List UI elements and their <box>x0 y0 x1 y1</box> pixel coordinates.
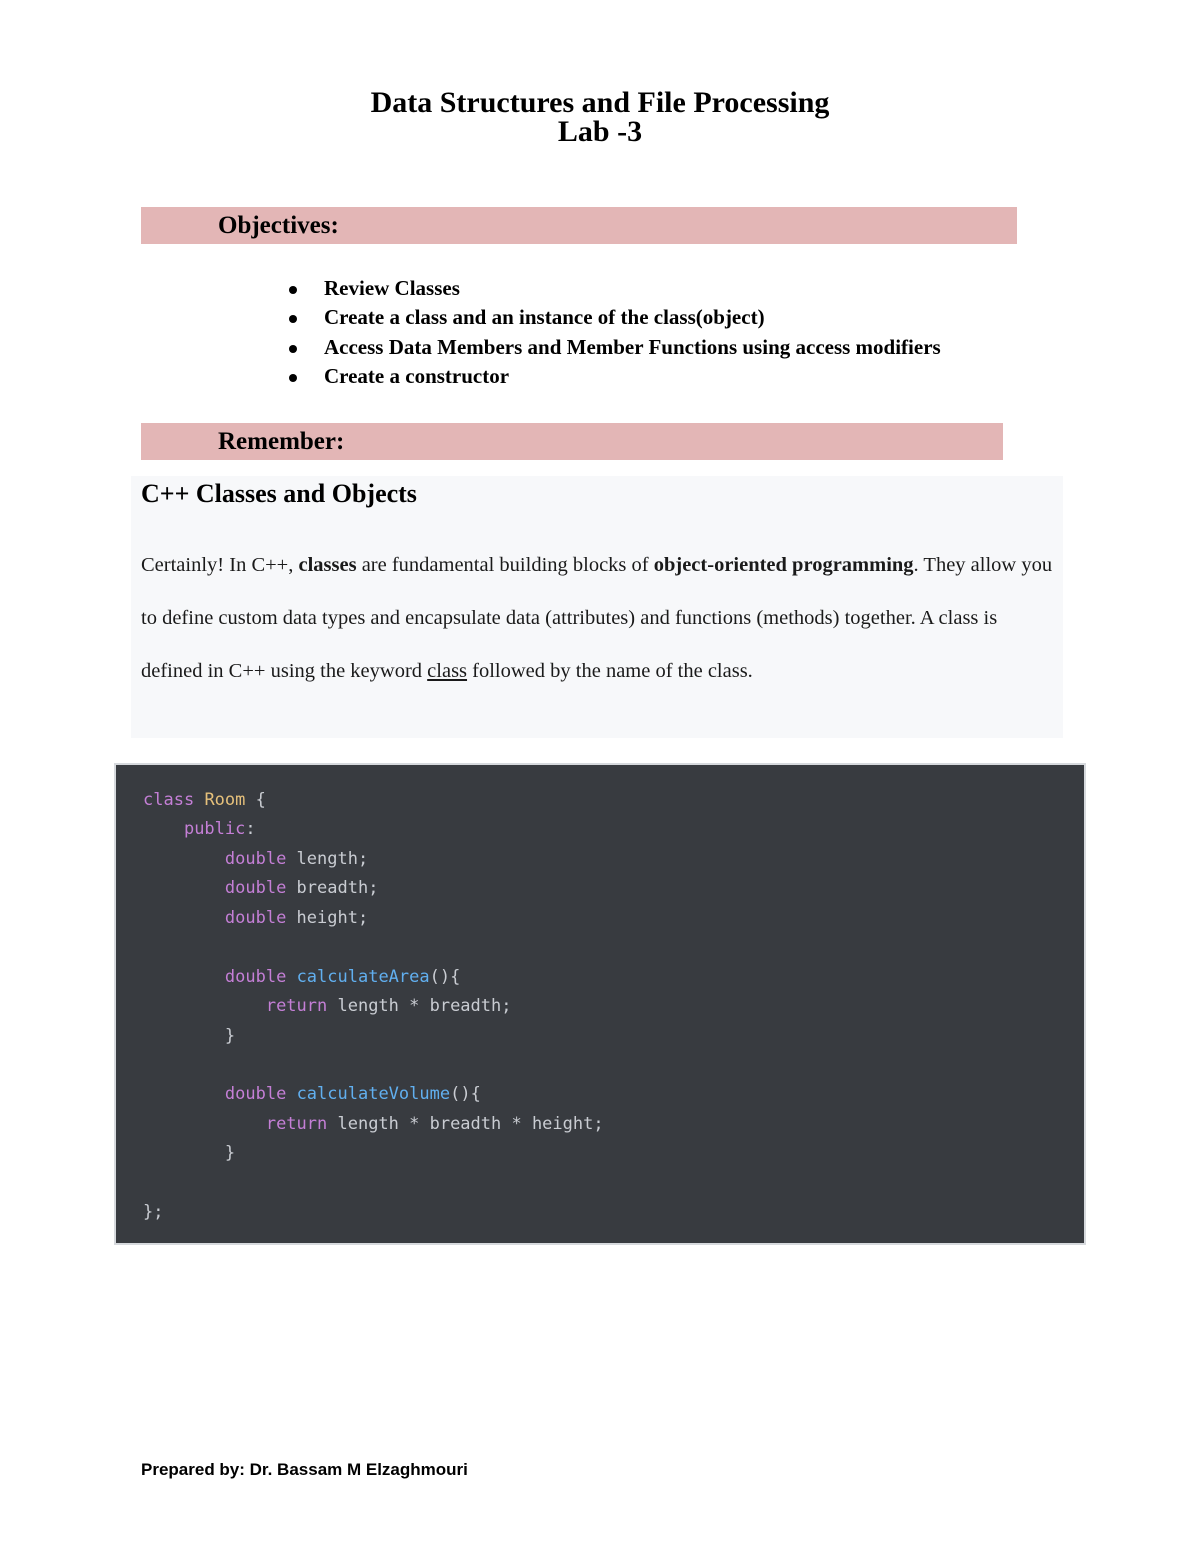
code-token-plain: (){ <box>429 966 461 987</box>
course-title: Data Structures and File Processing <box>370 86 830 119</box>
code-line <box>143 1080 1084 1109</box>
code-token-keyword: return <box>265 1113 328 1134</box>
code-token-plain: length; <box>286 848 369 869</box>
list-item <box>283 303 941 332</box>
code-token-keyword: class <box>143 790 195 810</box>
code-token-plain: }; <box>143 1202 164 1223</box>
bullet-icon <box>289 286 297 294</box>
code-token-plain: } <box>143 1143 236 1164</box>
objectives-list <box>283 274 941 391</box>
list-item <box>283 333 941 362</box>
objective-text: Review Classes <box>324 276 460 300</box>
code-line <box>143 815 1084 844</box>
section-title: C++ Classes and Objects <box>141 479 417 508</box>
class-keyword: class <box>427 660 468 682</box>
code-token-plain: } <box>143 1025 236 1046</box>
code-token-keyword: double <box>224 878 287 899</box>
remember-heading: Remember: <box>141 423 1003 460</box>
term-classes: classes <box>298 554 357 576</box>
code-token-plain <box>143 1084 225 1104</box>
code-token-keyword: return <box>265 996 328 1017</box>
code-token-plain: : <box>245 819 256 840</box>
code-token-plain <box>143 1114 266 1134</box>
code-token-plain: breadth; <box>286 878 379 899</box>
code-token-plain: length * breadth; <box>327 996 512 1017</box>
code-token-keyword: double <box>224 966 287 987</box>
para-text: are fundamental building blocks of <box>356 554 654 576</box>
objective-text: Create a constructor <box>324 363 510 388</box>
bullet-icon <box>289 315 297 323</box>
objectives-heading: Objectives: <box>141 207 1017 244</box>
code-line <box>143 904 1084 933</box>
bullet-icon <box>289 374 297 382</box>
list-item <box>283 274 941 303</box>
list-item <box>283 362 941 391</box>
code-line <box>143 874 1084 903</box>
code-token-plain <box>143 908 225 928</box>
code-token-plain: length * breadth * height; <box>327 1113 604 1134</box>
code-token-plain: (){ <box>450 1084 481 1105</box>
code-line <box>143 1110 1084 1139</box>
intro-paragraph <box>141 539 1061 698</box>
code-token-keyword: double <box>224 907 287 928</box>
code-token-plain <box>286 1084 296 1104</box>
code-token-plain: { <box>245 790 266 810</box>
para-text: Certainly! In C++, <box>141 554 299 576</box>
code-token-plain <box>143 849 225 869</box>
code-token-fn: calculateVolume <box>296 1084 451 1105</box>
footer-credit: Prepared by: Dr. Bassam M Elzaghmouri <box>141 1460 468 1479</box>
code-line <box>143 786 1084 815</box>
code-line <box>143 992 1084 1021</box>
code-line <box>143 1051 1084 1080</box>
page-title <box>0 88 1200 146</box>
code-line <box>143 1139 1084 1168</box>
code-token-plain <box>143 996 266 1016</box>
code-block <box>114 763 1086 1245</box>
code-line <box>143 845 1084 874</box>
code-line <box>143 963 1084 992</box>
bullet-icon <box>289 345 297 353</box>
code-token-plain: height; <box>286 907 369 928</box>
code-token-plain <box>143 819 184 839</box>
term-oop: object-oriented programming <box>653 554 914 576</box>
code-token-keyword: double <box>224 848 287 869</box>
para-text: . They allow you to define custom data types and encapsulate data (attributes) and functions (methods) together. A class is defined in C++ using the keyword <box>141 554 1053 682</box>
code-line <box>143 1198 1084 1227</box>
objective-text: Access Data Members and Member Functions using access modifiers <box>324 334 941 359</box>
objective-text: Create a class and an instance of the class(object) <box>324 305 765 330</box>
code-token-plain <box>194 790 204 810</box>
code-token-plain <box>143 967 225 987</box>
code-line <box>143 933 1084 962</box>
para-text: followed by the name of the class. <box>467 660 753 682</box>
code-line <box>143 1169 1084 1198</box>
code-token-plain <box>286 967 296 987</box>
code-token-type: Room <box>204 790 246 810</box>
code-line <box>143 1022 1084 1051</box>
code-token-plain <box>143 878 225 898</box>
lab-number: Lab -3 <box>557 115 643 148</box>
code-token-keyword: public <box>183 819 246 840</box>
code-token-keyword: double <box>224 1084 287 1105</box>
code-token-fn: calculateArea <box>296 966 430 987</box>
